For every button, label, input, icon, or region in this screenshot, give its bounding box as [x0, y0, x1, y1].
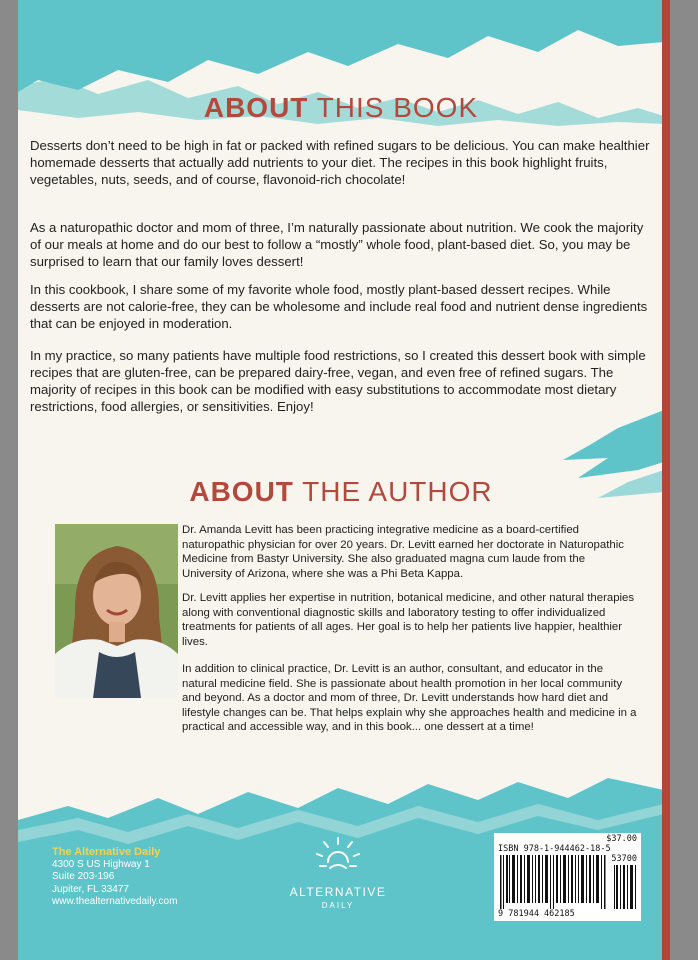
about-book-paragraph-4: In my practice, so many patients have multiple food restrictions, so I created this dessert book with simple recipes that are gluten-free, can be prepared dairy-free, vegan, and even free of refined sugars. The majority of recipes in this book can be modified with easy substitutions to accommodate most dietary restrictions, food allergies, or sensitivities. Enjoy! — [30, 348, 646, 414]
author-bio-paragraph-3: In addition to clinical practice, Dr. Levitt is an author, consultant, and educator in the natural medicine field. She is passionate about health promotion in her local community and beyond. As a doctor and mom of three, Dr. Levitt understands how hard diet and lifestyle changes can be. That helps explain why she approaches health and medicine in a practical and accessible way, and in this book... one dessert at a time! — [182, 663, 637, 734]
publisher-website: www.thealternativedaily.com — [52, 896, 178, 907]
publisher-address-line-3: Jupiter, FL 33477 — [52, 883, 129, 895]
about-author-heading-rest: THE AUTHOR — [293, 476, 493, 507]
barcode-addon-bars — [614, 865, 638, 909]
about-author-heading-bold: ABOUT — [189, 476, 294, 507]
spine-edge — [662, 0, 670, 960]
barcode-price: $37.00 — [606, 834, 637, 844]
back-cover — [18, 0, 664, 960]
barcode-addon: 53700 — [611, 854, 637, 864]
barcode-isbn: ISBN 978-1-944462-18-5 — [498, 844, 611, 854]
about-author-heading — [18, 476, 664, 508]
barcode-bars — [500, 855, 610, 909]
about-book-paragraph-3: In this cookbook, I share some of my favorite whole food, mostly plant-based dessert recipes. While desserts are not calorie-free, they can be wholesome and include real food and nutrient dense ingredients that can be enjoyed in moderation. — [30, 282, 648, 331]
logo-word-alternative: ALTERNATIVE — [289, 885, 387, 899]
about-book-heading-bold: ABOUT — [203, 92, 309, 123]
about-book-heading-rest: THIS BOOK — [308, 92, 479, 123]
author-bio-paragraph-1: Dr. Amanda Levitt has been practicing integrative medicine as a board-certified naturopathic physician for over 20 years. Dr. Levitt earned her doctorate in Naturopathic Medicine from Bastyr University. She also graduated magna cum laude from the University of Arizona, where she was a Phi Beta Kappa. — [182, 524, 624, 580]
barcode-digits: 9 781944 462185 — [498, 909, 575, 919]
publisher-info — [52, 846, 177, 909]
about-book-paragraph-2: As a naturopathic doctor and mom of three, I’m naturally passionate about nutrition. We cook the majority of our meals at home and do our best to follow a “mostly” whole food, plant-based diet. So, you may be surprised to learn that our family loves dessert! — [30, 220, 644, 269]
publisher-address-line-2: Suite 203-196 — [52, 871, 115, 882]
publisher-address-line-1: 4300 S US Highway 1 — [52, 858, 150, 870]
about-book-paragraph-1: Desserts don’t need to be high in fat or packed with refined sugars to be delicious. You can make healthier homemade desserts that actually add nutrients to your diet. The recipes in this book highlight fruits, vegetables, nuts, seeds, and of course, flavonoid-rich chocolate! — [30, 138, 650, 187]
alternative-daily-logo — [273, 836, 403, 910]
author-bio-paragraph-2: Dr. Levitt applies her expertise in nutrition, botanical medicine, and other natural therapies along with conventional diagnostic skills and laboratory testing to offer individualized treatments for patients of all ages. Her goal is to help her patients live happier, healthier lives. — [182, 592, 635, 648]
sun-icon — [316, 836, 360, 878]
logo-word-daily: DAILY — [321, 901, 355, 910]
about-book-heading — [18, 92, 664, 124]
author-photo — [55, 524, 178, 698]
publisher-name: The Alternative Daily — [52, 846, 161, 858]
isbn-barcode — [494, 833, 641, 921]
